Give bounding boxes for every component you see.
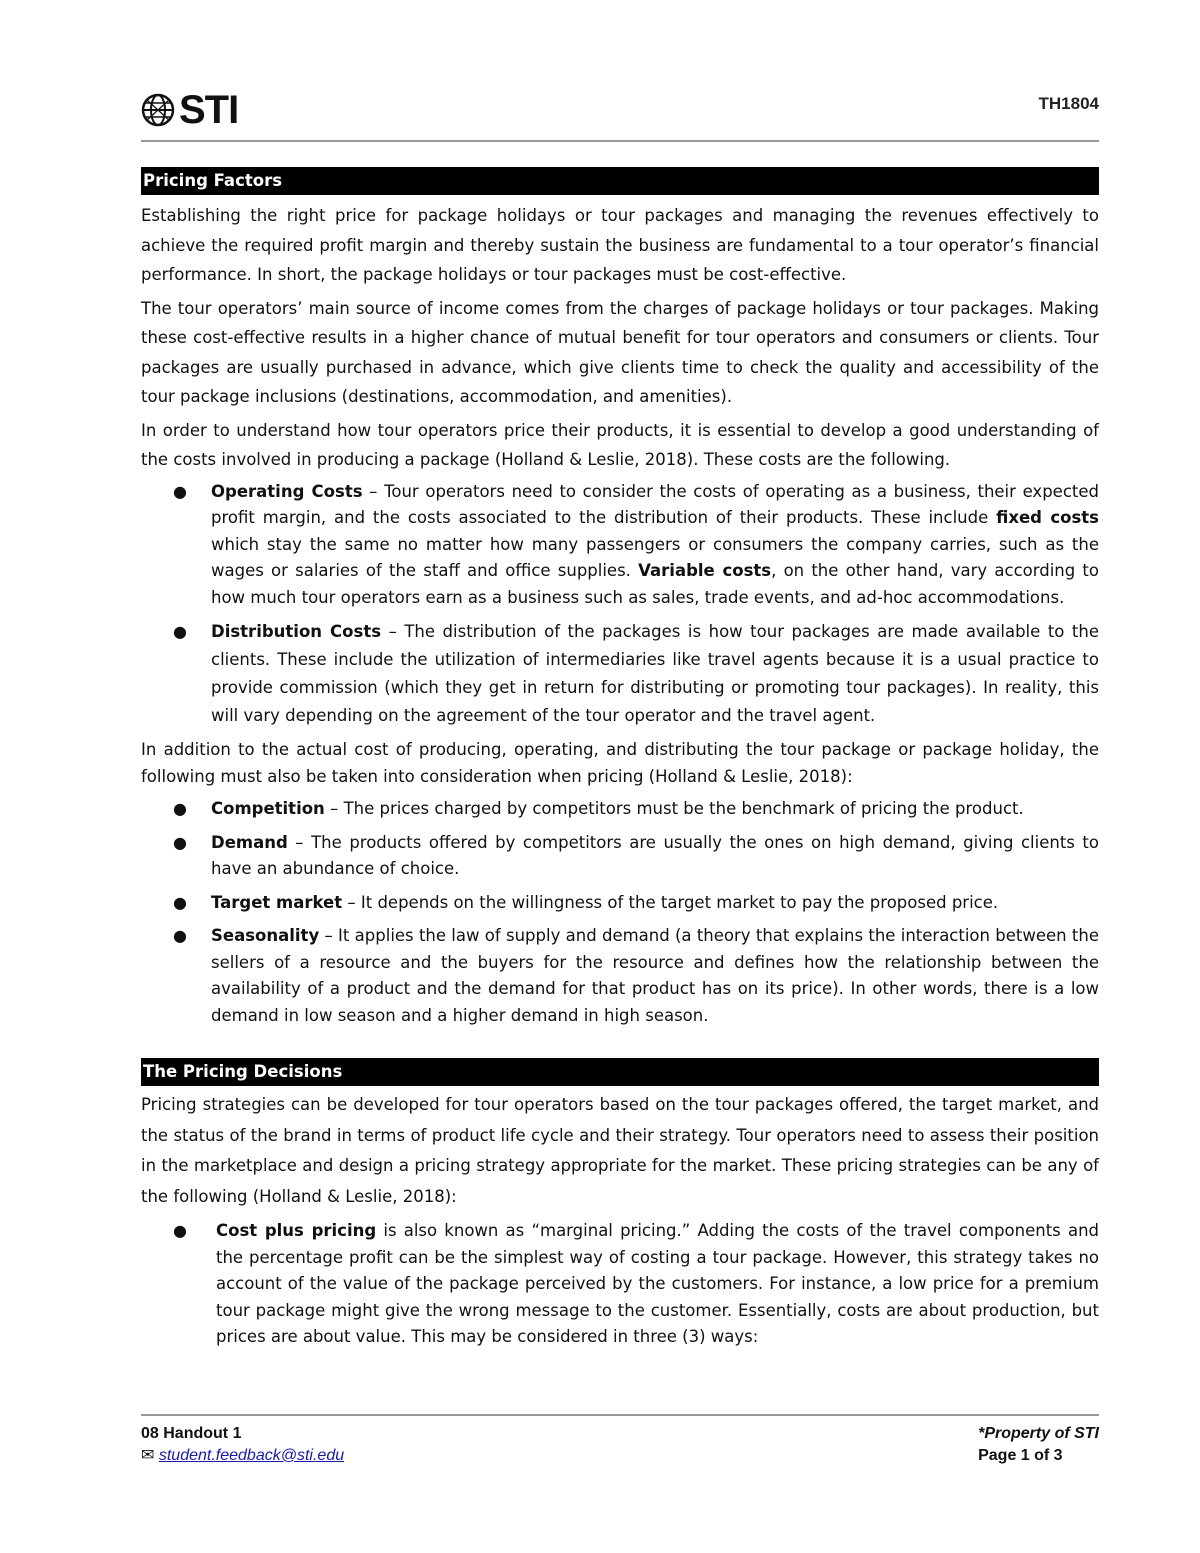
cost-list xyxy=(141,479,1099,731)
bullet-icon: ● xyxy=(173,799,187,818)
paragraph: The tour operators’ main source of income comes from the charges of package holidays or tour packages. Making these cost-effective results in a higher chance of mutual benefit for tour operators and consumers or clients. Tour packages are usually purchased in advance, which give clients time to check the quality and accessibility of the tour package inclusions (destinations, accommodation, and amenities). xyxy=(141,298,1099,406)
envelope-icon: ✉ xyxy=(141,1447,155,1464)
footer-divider xyxy=(141,1414,1099,1416)
factor-list xyxy=(141,796,1099,1029)
page-header xyxy=(141,86,1099,136)
paragraph: Pricing strategies can be developed for tour operators based on the tour packages offered, the target market, and the status of the brand in terms of product life cycle and their strategy. Tour operators need to assess their position in the marketplace and design a pricing strategy appropriate for the market. These pricing strategies can be any of the following (Holland & Leslie, 2018): xyxy=(141,1095,1099,1206)
email-line xyxy=(141,1445,344,1467)
list-item: ● Operating Costs – Tour operators need to consider the costs of operating as a business, their expected profit margin, and the costs associated to the distribution of their products. These include fixed costs which stay the same no matter how many passengers or consumers the company carries, such as the wages or salaries of the staff and office supplies. Variable costs, on the other hand, vary according to how much tour operators earn as a business such as sales, trade events, and ad-hoc accommodations. xyxy=(141,479,1099,612)
list-item: ● Seasonality – It applies the law of supply and demand (a theory that explains the interaction between the sellers of a resource and the buyers for the resource and defines how the relationship between the availability of a product and the demand for that product has on its price). In other words, there is a low demand in low season and a higher demand in high season. xyxy=(141,923,1099,1029)
bullet-icon: ● xyxy=(173,926,187,945)
page-footer xyxy=(141,1423,1099,1473)
paragraph: In addition to the actual cost of producing, operating, and distributing the tour package or package holiday, the following must also be taken into consideration when pricing (Holland & Leslie, 2018): xyxy=(141,740,1099,786)
strategy-list xyxy=(141,1218,1099,1351)
list-item: ● Distribution Costs – The distribution of the packages is how tour packages are made available to the clients. These include the utilization of intermediaries like travel agents because it is a usual practice to provide commission (which they get in return for distributing or promoting tour packages). In reality, this will vary depending on the agreement of the tour operator and the travel agent. xyxy=(141,618,1099,730)
list-item: ● Cost plus pricing is also known as “marginal pricing.” Adding the costs of the travel components and the percentage profit can be the simplest way of costing a tour package. However, this strategy takes no account of the value of the package perceived by the customers. For instance, a low price for a premium tour package might give the wrong message to the customer. Essentially, costs are about production, but prices are about value. This may be considered in three (3) ways: xyxy=(141,1218,1099,1351)
sti-logo xyxy=(141,88,238,132)
list-item: ● Demand – The products offered by competitors are usually the ones on high demand, giving clients to have an abundance of choice. xyxy=(141,830,1099,883)
paragraph: Establishing the right price for package holidays or tour packages and managing the revenues effectively to achieve the required profit margin and thereby sustain the business are fundamental to a tour operator’s financial performance. In short, the package holidays or tour packages must be cost-effective. xyxy=(141,206,1099,284)
document-code: TH1804 xyxy=(1038,94,1099,113)
bullet-icon: ● xyxy=(173,832,187,852)
bullet-icon: ● xyxy=(173,481,187,501)
property-label: *Property of STI xyxy=(978,1425,1099,1442)
list-item: ● Target market – It depends on the willingness of the target market to pay the proposed price. xyxy=(141,890,1099,917)
globe-icon xyxy=(141,93,175,127)
paragraph: In order to understand how tour operators price their products, it is essential to develop a good understanding of the costs involved in producing a package (Holland & Leslie, 2018). These costs are the following. xyxy=(141,420,1099,469)
footer-left xyxy=(141,1423,344,1467)
email-link[interactable]: student.feedback@sti.edu xyxy=(158,1447,345,1464)
list-item: ● Competition – The prices charged by competitors must be the benchmark of pricing the product. xyxy=(141,796,1099,823)
header-divider xyxy=(141,140,1099,142)
bullet-icon: ● xyxy=(173,1221,187,1240)
handout-label: 08 Handout 1 xyxy=(141,1425,242,1442)
section-heading-pricing-decisions: The Pricing Decisions xyxy=(141,1058,1099,1086)
bullet-icon: ● xyxy=(173,622,187,641)
logo-text: STI xyxy=(179,87,239,132)
section-heading-pricing-factors: Pricing Factors xyxy=(141,167,1099,195)
footer-right xyxy=(978,1423,1099,1467)
document-body xyxy=(141,167,1099,1358)
page-number: Page 1 of 3 xyxy=(978,1447,1063,1464)
bullet-icon: ● xyxy=(173,892,187,912)
